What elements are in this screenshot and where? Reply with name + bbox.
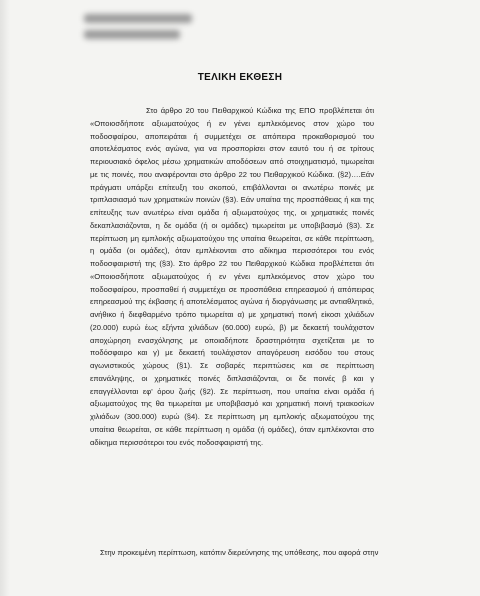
document-title: ΤΕΛΙΚΗ ΕΚΘΕΣΗ — [197, 72, 283, 83]
scan-edge-shadow — [0, 0, 10, 596]
redacted-line — [84, 14, 192, 23]
redacted-letterhead — [84, 14, 192, 46]
body-paragraph-continuation: Στην προκειμένη περίπτωση, κατόπιν διερεύνησης της υπόθεσης, που αφορά στην — [100, 548, 379, 557]
redacted-line — [84, 30, 180, 39]
body-paragraph: Στο άρθρο 20 του Πειθαρχικού Κώδικα της ΕΠΟ προβλέπεται ότι «Οποιοσδήποτε αξιωματούχος ή εν γένει εμπλεκόμενος στον χώρο του ποδοσφαίρου, αποπειράται ή συμμετέχει σε απόπειρα προκαθορισμού του αποτελέσματος ενός αγώνα, για να προσπορίσει στον εαυτό του ή σε τρίτους περιουσιακό όφελος μέσω χρηματικών αποδόσεων από στοιχηματισμό, τιμωρείται με τις ποινές, που αναφέρονται στο άρθρο 22 του Πειθαρχικού Κώδικα. (§2)….Εάν πράγματι υπάρξει επίτευξη του σκοπού, επιβάλλονται οι ανωτέρω ποινές με τριπλασιασμό των χρηματικών ποινών (§3). Εάν υπαίτια της προσπάθειας ή και της επίτευξης των ανωτέρω είναι ομάδα ή αξιωματούχος της, οι χρηματικές ποινές δεκαπλασιάζονται, η δε ομάδα (ή οι ομάδες) τιμωρείται με υποβιβασμό (§3). Σε περίπτωση μη εμπλοκής αξιωματούχου της υπαίτια θεωρείται, σε κάθε περίπτωση, η ομάδα (οι ομάδες), όταν εμπλέκονται στο αδίκημα περισσότεροι του ενός ποδοσφαιριστή της (§3). Στο άρθρο 22 του Πειθαρχικού Κώδικα προβλέπεται ότι «Οποιοσδήποτε αξιωματούχος ή εν γένει εμπλεκόμενος στον χώρο του ποδοσφαίρου, προσπαθεί ή συμμετέχει σε προσπάθεια επηρεασμού ή απόπειρας επηρεασμού της έκβασης ή αποτελέσματος αγώνα ή διοργάνωσης με αντιαθλητικό, ανήθικο ή διεφθαρμένο τρόπο τιμωρείται α) με χρηματική ποινή είκοσι χιλιάδων (20.000) ευρώ έως εξήντα χιλιάδων (60.000) ευρώ, β) με δεκαετή τουλάχιστον αποχώρηση ενασχόλησης με οποιαδήποτε δραστηριότητα σχετίζεται με το ποδόσφαιρο και γ) με δεκαετή τουλάχιστον απαγόρευση εισόδου του στους αγωνιστικούς χώρους (§1). Σε σοβαρές περιπτώσεις και σε περίπτωση επανάληψης, οι χρηματικές ποινές διπλασιάζονται, οι δε ποινές β και γ επαγγέλλονται εφ' όρου ζωής (§2). Σε περίπτωση, που υπαίτια είναι ομάδα ή αξιωματούχος της θα τιμωρείται με υποβιβασμό και χρηματική ποινή τριακοσίων χιλιάδων (300.000) ευρώ (§4). Σε περίπτωση μη εμπλοκής αξιωματούχου της υπαίτια θεωρείται, σε κάθε περίπτωση η ομάδα (ή ομάδες), όταν εμπλέκονται στο αδίκημα περισσότεροι του ενός ποδοσφαιριστή της. — [90, 106, 374, 447]
